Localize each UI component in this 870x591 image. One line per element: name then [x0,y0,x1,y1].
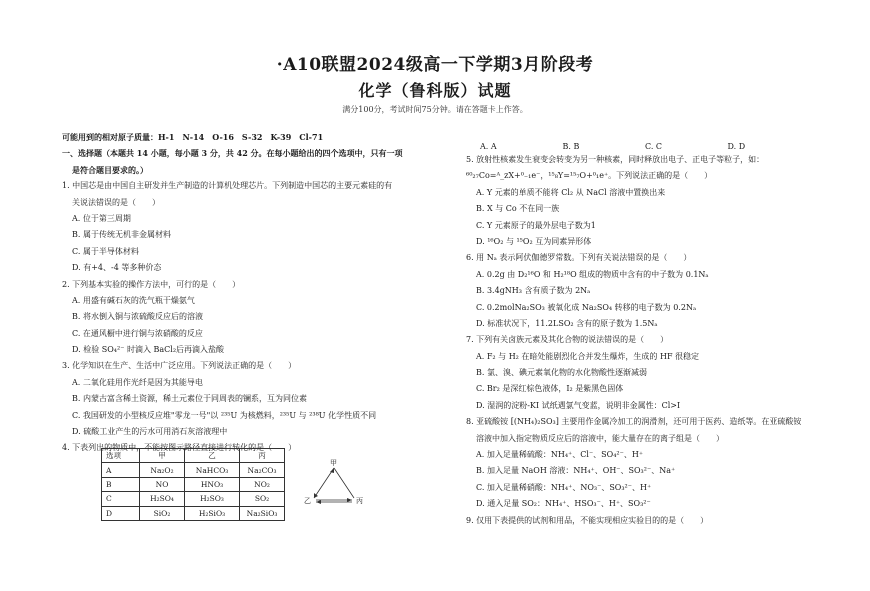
right-column-line: 溶液中加入指定物质反应后的溶液中，能大量存在的离子组是（ ） [476,433,724,443]
table-cell: 选项 [102,449,140,463]
table-row [102,492,285,506]
right-column-line: 6. 用 Nₐ 表示阿伏伽德罗常数。下列有关说法错误的是（ ） [466,253,692,263]
left-column-line: A. 位于第三周期 [72,213,131,223]
right-column-line: C. Y 元素原子的最外层电子数为1 [476,220,596,230]
right-column-line: C. 加入足量稀硝酸：NH₄⁺、NO₃⁻、SO₃²⁻、H⁺ [476,482,652,492]
right-column-line: B. 氯、溴、碘元素氧化物的水化物酸性逐渐减弱 [476,368,647,378]
left-column-line: 可能用到的相对原子质量：H-1 N-14 O-16 S-32 K-39 Cl-71 [62,132,324,142]
table-cell: B [102,477,140,491]
left-column-line: 是符合题目要求的。） [72,164,148,175]
left-column-line: D. 硫酸工业产生的污水可用消石灰溶液理中 [72,427,228,437]
table-row [102,463,285,477]
right-column [466,152,811,529]
right-column-line: A. Y 元素的单质不能将 Cl₂ 从 NaCl 溶液中置换出来 [476,187,666,197]
right-column-line: A. 加入足量稀硫酸：NH₄⁺、Cl⁻、SO₄²⁻、H⁺ [476,450,644,460]
triangle-label-right: 丙 [356,497,363,505]
table-row [102,477,285,491]
table-cell: Na₂SiO₃ [240,506,285,520]
transformation-diagram [304,459,363,508]
right-column-line: D. 标准状况下，11.2LSO₂ 含有的原子数为 1.5Nₐ [476,318,658,328]
table-cell: 丙 [240,449,285,463]
table-cell: Na₂CO₃ [240,463,285,477]
q4-option-c: C. C [645,142,663,151]
left-column-line: C. 在通风橱中进行铜与浓硝酸的反应 [72,328,203,338]
table-header-row [102,449,285,463]
right-column-line: D. ¹⁶O₂ 与 ¹⁵O₂ 互为同素异形体 [476,236,592,246]
right-column-line: 7. 下列有关卤族元素及其化合物的说法错误的是（ ） [466,335,669,345]
table-cell: H₂SO₃ [185,492,240,506]
right-column-line: ⁶⁰₂₇Co=ᴬ_zX+⁰₋₁e⁻，¹⁵₈Y=¹⁵₇O+⁰₁e⁺。下列说法正确的是（ ） [466,171,713,181]
table-cell: D [102,506,140,520]
left-column-line: 1. 中国芯是由中国自主研发并生产制造的计算机处理芯片。下列制造中国芯的主要元素硅的有 [62,181,393,191]
left-column-line: B. 内蒙古富含稀土资源，稀土元素位于同周表的镧系，互为同位素 [72,394,307,404]
left-column-line: B. 属于传统无机非金属材料 [72,230,171,240]
left-column-line: C. 属于半导体材料 [72,246,139,256]
right-column-line: D. 通入足量 SO₂：NH₄⁺、HSO₃⁻、H⁺、SO₃²⁻ [476,499,651,509]
right-column-line: A. 0.2g 由 D₂¹⁶O 和 H₂¹⁸O 组成的物质中含有的中子数为 0.1Nₐ [476,269,709,279]
left-column-line: 一、选择题（本题共 14 小题，每小题 3 分，共 42 分。在每小题给出的四个选项中，只有一项 [62,148,403,159]
left-column-line: A. 用盛有碱石灰的洗气瓶干燥氨气 [72,295,195,305]
table-cell: SO₂ [240,492,285,506]
table-cell: SiO₂ [140,506,185,520]
right-column-line: D. 湿润的淀粉-KI 试纸遇氯气变蓝，说明非金属性：Cl>I [476,400,681,410]
right-column-line: B. 3.4gNH₃ 含有质子数为 2Nₐ [476,286,591,296]
table-cell: C [102,492,140,506]
table-cell: A [102,463,140,477]
q4-table [101,448,285,521]
left-column-line: C. 我国研发的小型核反应堆"零龙一号"以 ²³⁵U 为核燃料，²³⁵U 与 ²³⁸U 化学性质不同 [72,410,377,420]
right-column-line: A. F₂ 与 H₂ 在暗处能剧烈化合并发生爆炸，生成的 HF 很稳定 [476,351,700,361]
right-column-line: 5. 放射性核素发生衰变会转变为另一种核素，同时释放出电子、正电子等粒子，如： [466,155,765,164]
table-cell: NO [140,477,185,491]
exam-note: 满分100分，考试时间75分钟。请在答题卡上作答。 [342,105,528,114]
q4-option-a: A. A [480,142,497,151]
left-column-line: 2. 下列基本实验的操作方法中，可行的是（ ） [62,279,241,289]
right-column-line: 8. 亚硫酸铵 [(NH₄)₂SO₃] 主要用作金属冷加工的润滑剂，还可用于医药、造纸等。在亚硫酸铵 [466,417,802,427]
exam-subject: 化学（鲁科版）试题 [358,81,512,100]
table-cell: 甲 [140,449,185,463]
right-column-line: C. Br₂ 是深红棕色液体，I₂ 是紫黑色固体 [476,384,624,394]
table-cell: Na₂O₂ [140,463,185,477]
table-cell: H₂SO₄ [140,492,185,506]
left-column-line: B. 将水倒入铜与浓硫酸反应后的溶液 [72,312,203,322]
left-column-line: D. 检验 SO₄²⁻ 时滴入 BaCl₂后再滴入盐酸 [72,345,225,355]
left-column-line: 关说法错误的是（ ） [72,197,160,207]
right-column-line: B. 加入足量 NaOH 溶液：NH₄⁺、OH⁻、SO₃²⁻、Na⁺ [476,466,676,476]
left-column-line: 3. 化学知识在生产、生活中广泛应用。下列说法正确的是（ ） [62,361,297,371]
table-cell: HNO₃ [185,477,240,491]
table-row [102,506,285,520]
right-column-line: C. 0.2molNa₂SO₃ 被氧化成 Na₂SO₄ 转移的电子数为 0.2Nₐ [476,302,697,312]
left-column [62,129,407,457]
exam-title: ·A10联盟2024级高一下学期3月阶段考 [276,55,594,75]
right-column-line: B. X 与 Co 不在同一族 [476,204,560,214]
right-column-line: 9. 仅用下表提供的试剂和用品，不能实现相应实验目的的是（ ） [466,515,709,525]
left-column-line: A. 二氧化硅用作光纤是因为其能导电 [72,377,203,387]
triangle-label-left: 乙 [304,497,311,505]
table-cell: NO₂ [240,477,285,491]
left-column-line: 4. 下表列出的物质中，不能按图示路径直接进行转化的是（ ） [62,443,297,453]
q4-option-b: B. B [562,142,580,151]
table-cell: H₂SiO₃ [185,506,240,520]
q4-option-d: D. D [727,142,746,151]
table-cell: NaHCO₃ [185,463,240,477]
table-cell: 乙 [185,449,240,463]
left-column-line: D. 有+4、-4 等多种价态 [72,263,162,273]
triangle-label-top: 甲 [330,459,337,467]
